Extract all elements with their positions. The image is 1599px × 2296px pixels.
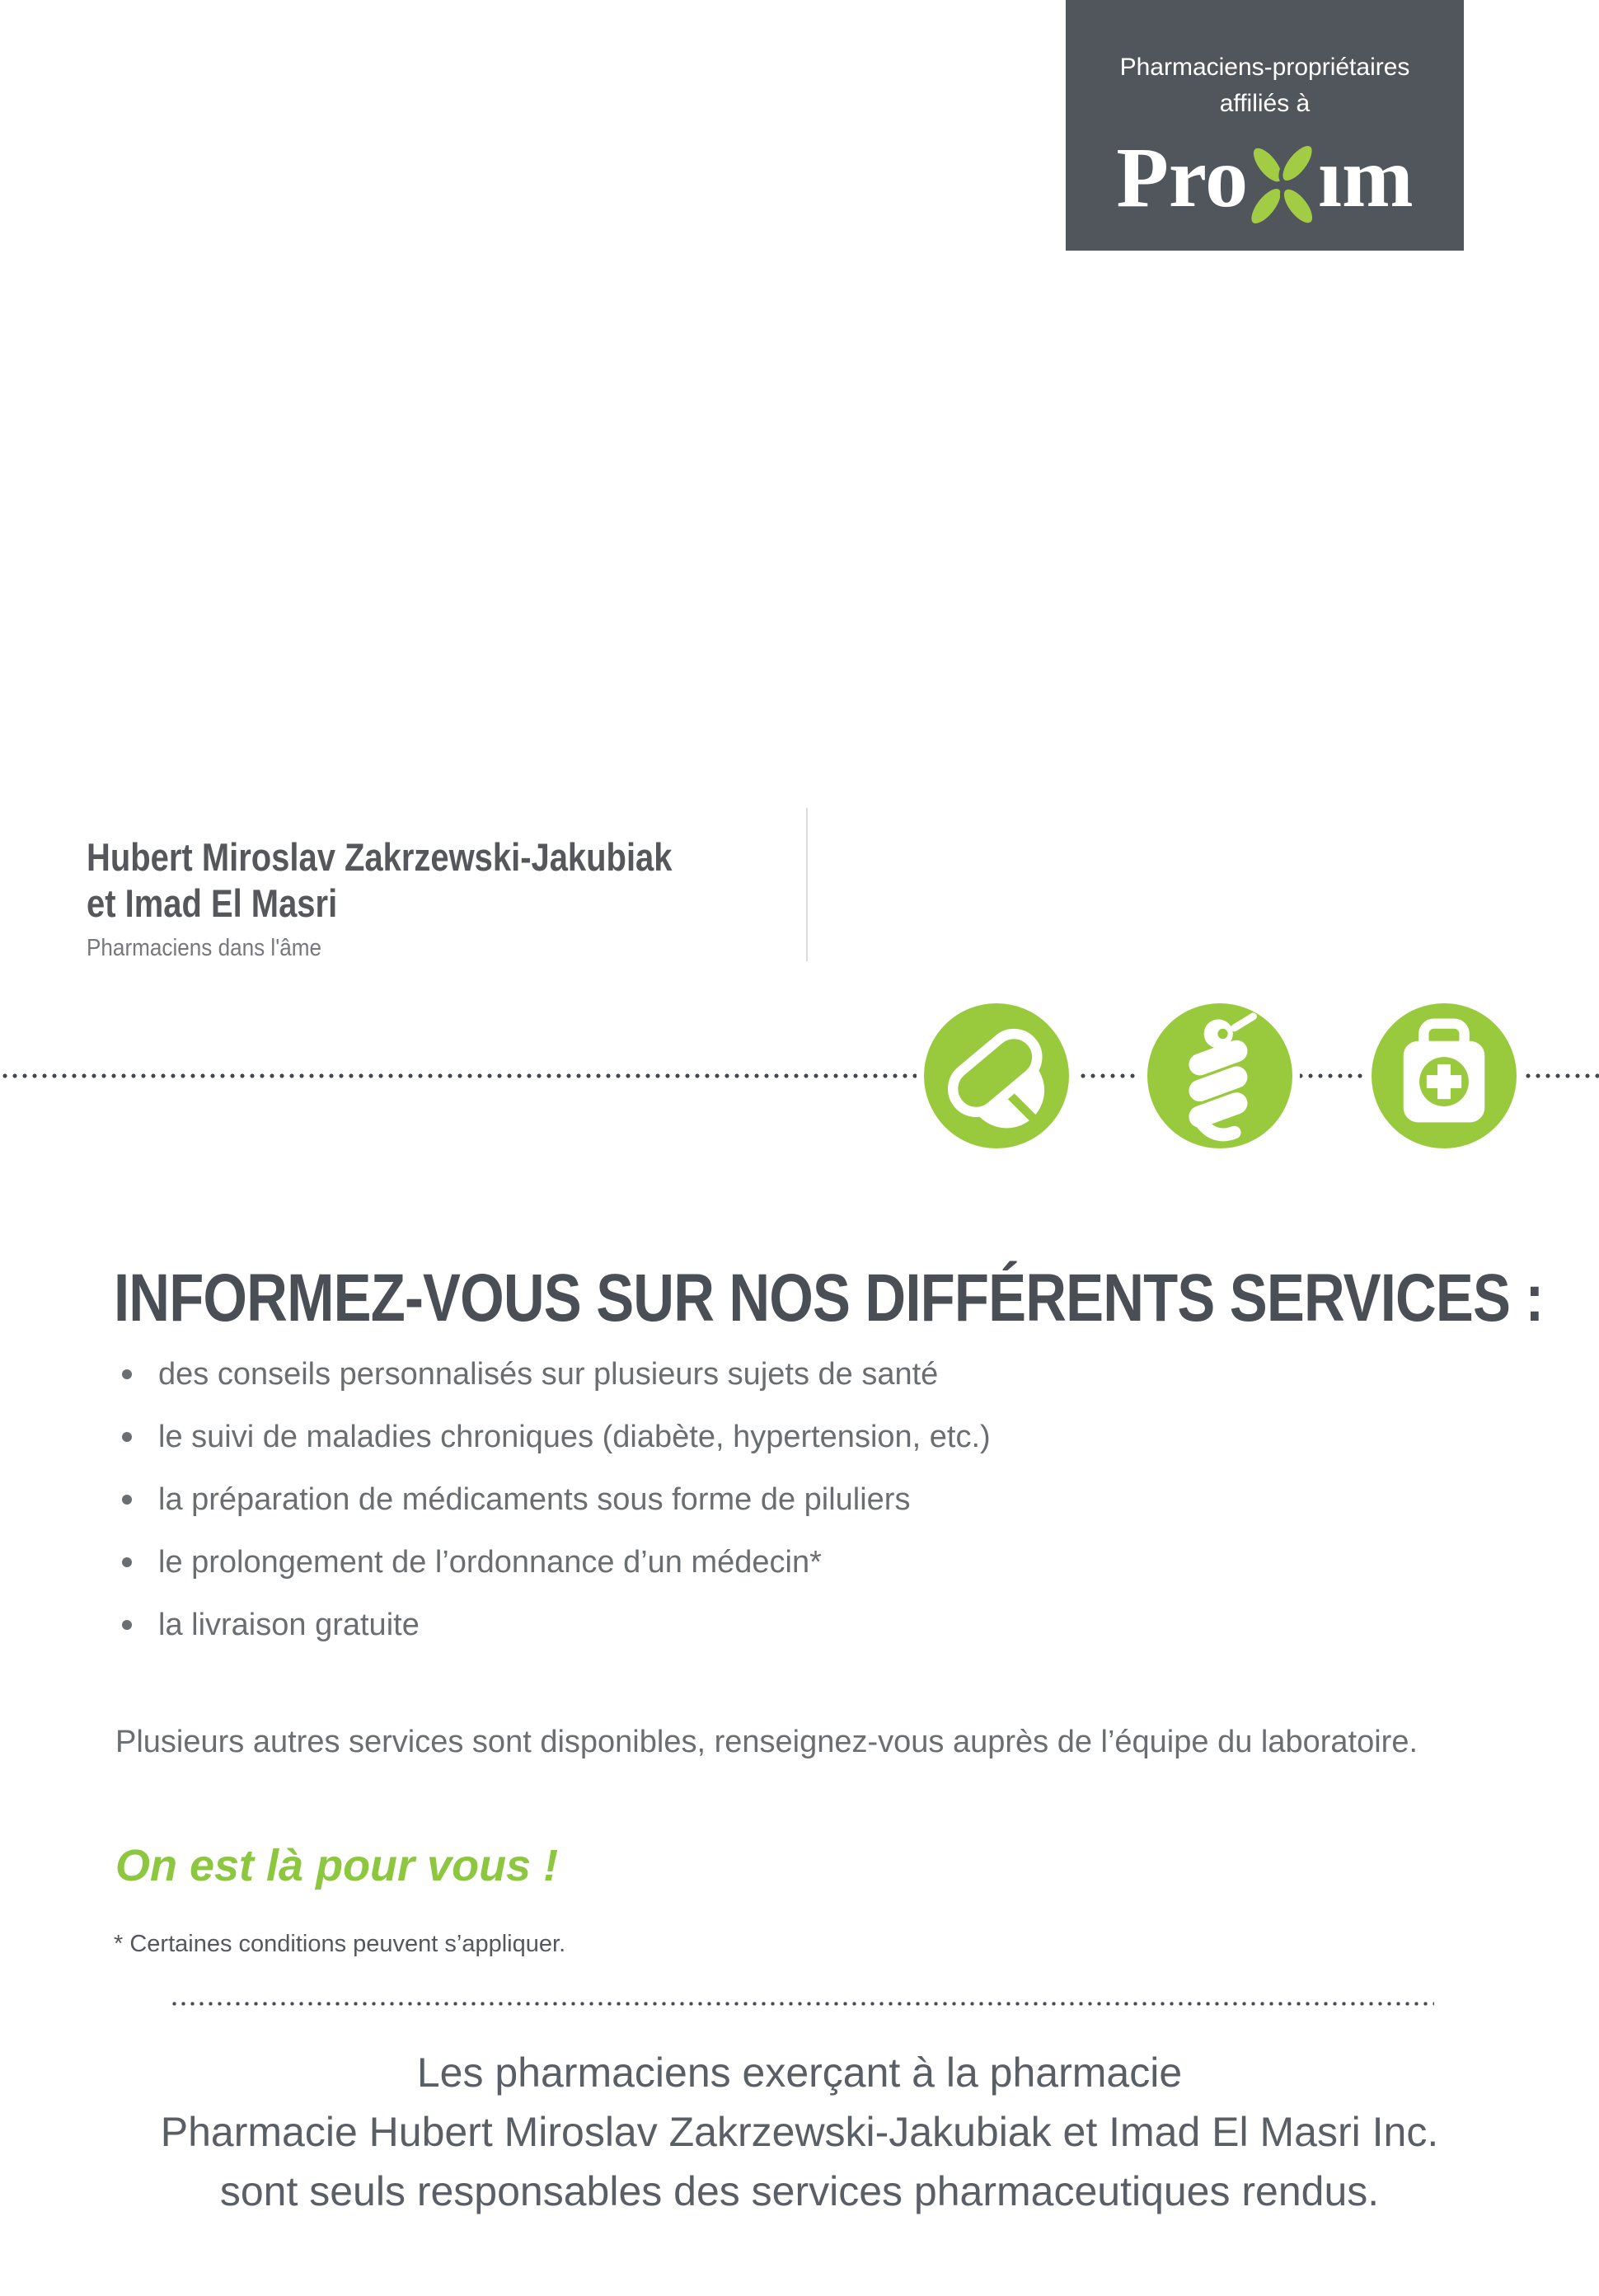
more-services-paragraph: Plusieurs autres services sont disponibles, renseignez-vous auprès de l’équipe du laboratoire. [115, 1725, 1418, 1759]
list-item: le suivi de maladies chroniques (diabète, hypertension, etc.) [115, 1421, 991, 1453]
asclepius-icon [1140, 996, 1300, 1156]
affiliation-box [1066, 0, 1464, 251]
brand-text-pre: Pro [1116, 130, 1249, 225]
owner-name-line1: Hubert Miroslav Zakrzewski-Jakubiak [87, 835, 673, 879]
slogan-text: On est là pour vous ! [115, 1841, 559, 1890]
footer-line2: Pharmacie Hubert Miroslav Zakrzewski-Jakubiak et Imad El Masri Inc. [160, 2109, 1439, 2155]
list-item: la préparation de médicaments sous forme de piluliers [115, 1484, 991, 1515]
dotted-rule-top [0, 1073, 1599, 1078]
list-item: la livraison gratuite [115, 1609, 991, 1641]
services-heading: INFORMEZ-VOUS SUR NOS DIFFÉRENTS SERVICES : [114, 1261, 1544, 1336]
affiliation-line2: affiliés à [1219, 90, 1311, 117]
list-item: des conseils personnalisés sur plusieurs sujets de santé [115, 1359, 991, 1390]
list-item: le prolongement de l’ordonnance d’un médecin* [115, 1547, 991, 1578]
affiliation-text [1066, 0, 1464, 122]
first-aid-kit-icon [1364, 996, 1524, 1156]
owners-block [87, 834, 776, 962]
conditions-footnote: * Certaines conditions peuvent s’appliquer. [114, 1931, 566, 1957]
affiliation-line1: Pharmaciens-propriétaires [1119, 54, 1410, 81]
vertical-divider [806, 808, 808, 961]
leaf-x-icon [1244, 132, 1322, 234]
owner-name-line2: et Imad El Masri [87, 881, 338, 925]
owners-tagline: Pharmaciens dans l'âme [87, 935, 321, 961]
footer-disclaimer [0, 2043, 1599, 2221]
pill-icon [917, 996, 1076, 1156]
dotted-rule-bottom [170, 2002, 1434, 2006]
brand-text-post: ım [1318, 130, 1414, 225]
services-list [115, 1359, 991, 1672]
footer-line3: sont seuls responsables des services pharmaceutiques rendus. [219, 2168, 1380, 2214]
footer-line1: Les pharmaciens exerçant à la pharmacie [416, 2049, 1183, 2096]
proxim-logo [1066, 127, 1464, 229]
